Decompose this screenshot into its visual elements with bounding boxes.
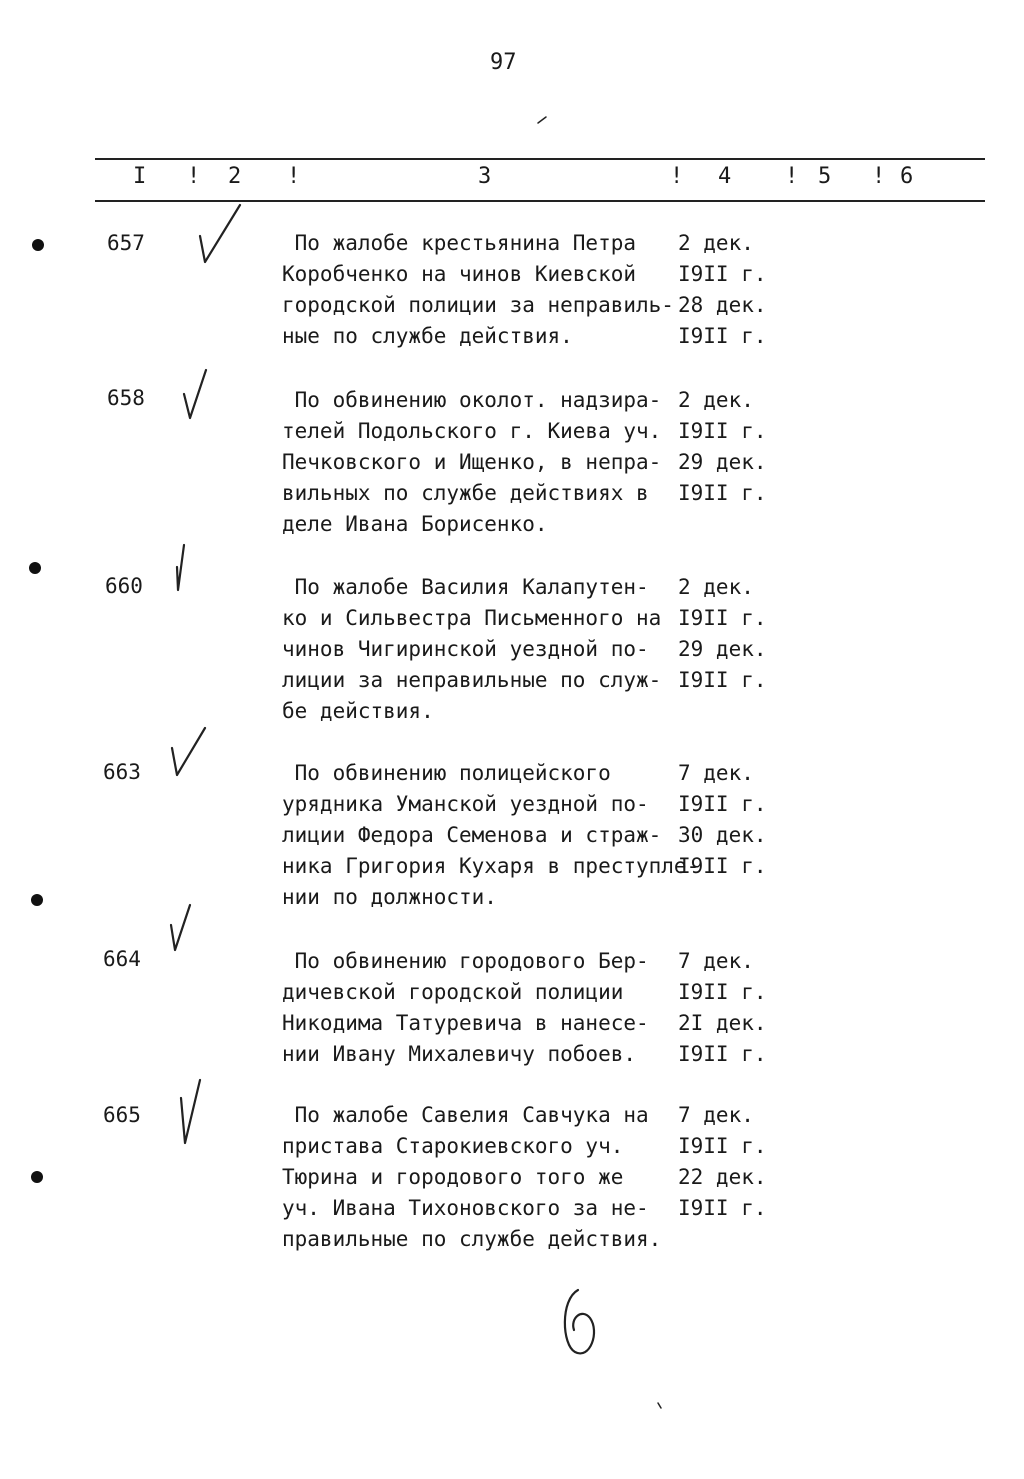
header-sep-3: ! [670,164,684,189]
case-dates: 2 дек. I9II г. 28 дек. I9II г. [678,231,767,348]
check-mark-icon [171,205,240,1143]
case-dates: 7 дек. I9II г. 22 дек. I9II г. [678,1103,767,1220]
case-number: 660 [105,574,143,598]
punch-hole-icon [31,894,43,906]
case-number: 664 [103,947,141,971]
case-description: По обвинению околот. надзира- телей Подольского г. Киева уч. Печковского и Ищенко, в непра- вильных по службе действиях в деле Ивана Борисенко. [282,388,662,536]
header-col-2: 2 [228,164,242,189]
case-dates: 7 дек. I9II г. 30 дек. I9II г. [678,761,767,878]
case-description: По обвинению городового Бер- дичевской городской полиции Никодима Татуревича в нанесе- нии Ивану Михалевичу побоев. [282,949,649,1066]
ink-mark [658,1403,661,1408]
header-sep-2: ! [287,164,301,189]
case-number: 663 [103,760,141,784]
header-col-4: 4 [718,164,732,189]
case-number: 665 [103,1103,141,1127]
case-number: 658 [107,386,145,410]
header-col-3: 3 [478,164,492,189]
case-dates: 2 дек. I9II г. 29 дек. I9II г. [678,575,767,692]
header-sep-4: ! [785,164,799,189]
case-number: 657 [107,231,145,255]
case-description: По жалобе крестьянина Петра Коробченко на чинов Киевской городской полиции за неправиль- ные по службе действия. [282,231,674,348]
header-col-5: 5 [818,164,832,189]
header-sep-1: ! [187,164,201,189]
punch-hole-icon [31,1171,43,1183]
case-description: По обвинению полицейского урядника Уманской уездной по- лиции Федора Семенова и страж- ника Григория Кухаря в преступле- нии по должности. [282,761,700,909]
header-col-1: I [133,164,147,189]
punch-hole-icon [29,562,41,574]
page-number: 97 [490,50,517,75]
header-sep-5: ! [872,164,886,189]
punch-hole-icon [32,239,44,251]
header-col-6: 6 [900,164,914,189]
case-description: По жалобе Савелия Савчука на пристава Старокиевского уч. Тюрина и городового того же уч. Ивана Тихоновского за не- правильные по службе действия. [282,1103,662,1251]
case-dates: 7 дек. I9II г. 2I дек. I9II г. [678,949,767,1066]
ink-mark [538,117,546,123]
case-dates: 2 дек. I9II г. 29 дек. I9II г. [678,388,767,505]
case-description: По жалобе Василия Калапутен- ко и Сильвестра Письменного на чинов Чигиринской уездной по- лиции за неправильные по служ- бе действия. [282,575,662,723]
handwritten-six-mark [565,1290,594,1353]
